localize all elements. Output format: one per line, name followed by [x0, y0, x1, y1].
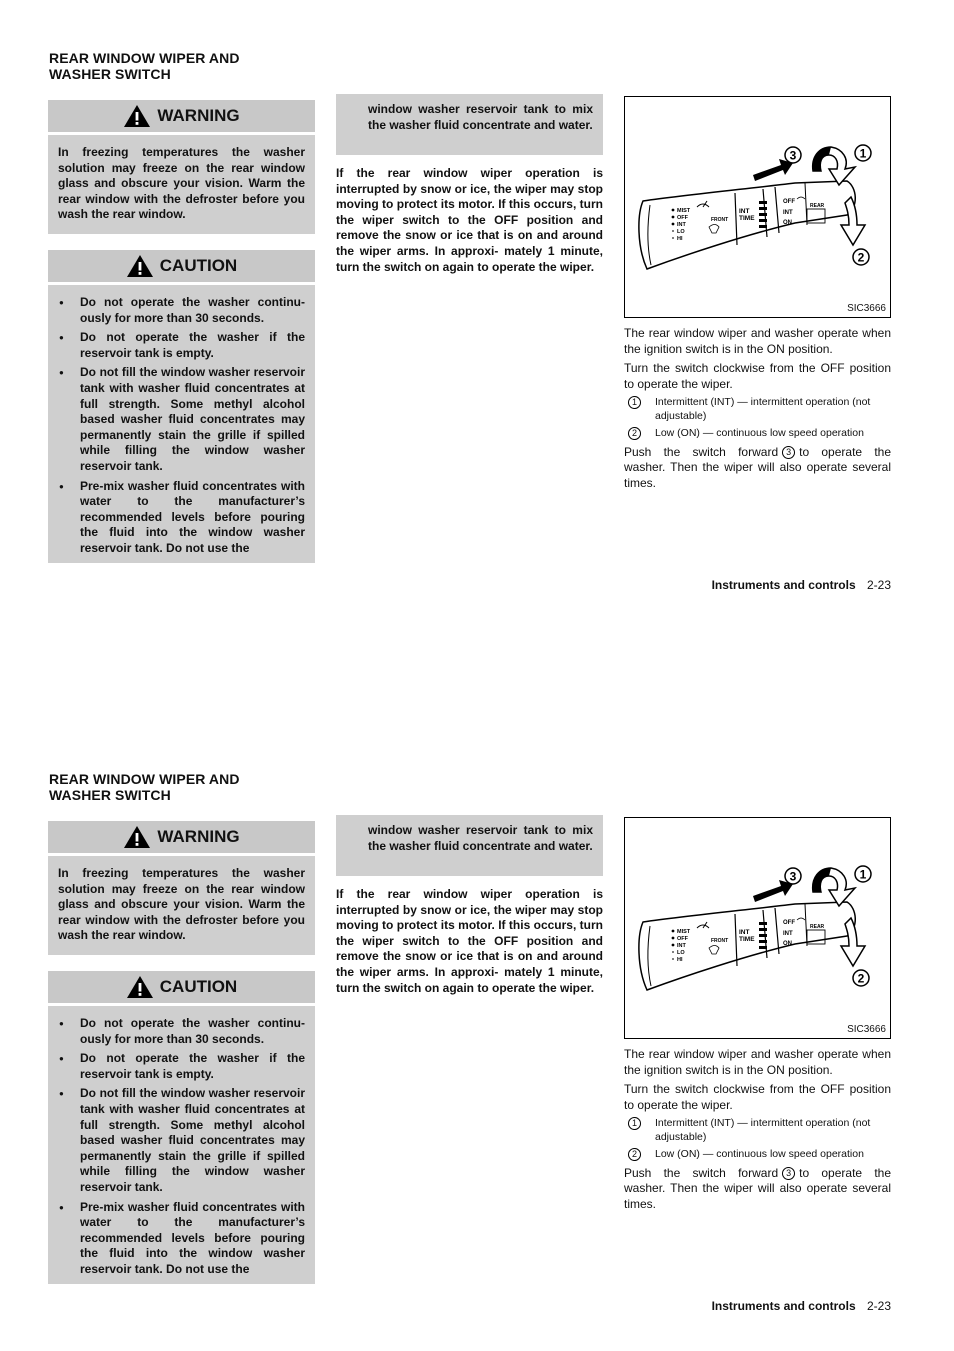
item-intermittent	[624, 396, 891, 423]
page-footer	[600, 1299, 891, 1313]
label-rear-int: INT	[783, 210, 793, 216]
label-mist: MIST	[677, 929, 691, 935]
page-number: 2-23	[866, 1299, 891, 1313]
item-text: Low (ON) — continuous low speed operation	[655, 427, 864, 440]
label-int-time-2: TIME	[739, 215, 755, 222]
warning-header	[48, 821, 315, 856]
warning-triangle-icon	[123, 825, 151, 849]
callout-1: 1	[859, 867, 867, 882]
description-p2: Turn the switch clockwise from the OFF position to operate the wiper.	[624, 1082, 891, 1112]
caution-header	[48, 971, 315, 1006]
description-p3	[624, 1166, 891, 1213]
push-forward-arrow	[753, 159, 793, 181]
warning-box	[48, 100, 315, 234]
label-front: FRONT	[711, 217, 729, 223]
label-rear-off: OFF	[783, 199, 795, 205]
warning-label: WARNING	[157, 827, 240, 846]
item-number: 1	[628, 1117, 641, 1130]
section-title: REAR WINDOW WIPER AND WASHER SWITCH	[49, 50, 240, 82]
description-p2: Turn the switch clockwise from the OFF position to operate the wiper.	[624, 361, 891, 391]
warning-text: In freezing temperatures the washer solution may freeze on the rear window glass and obscure your vision. Warm the rear window with the defroster before you wash the rear window.	[58, 866, 305, 943]
wiper-switch-illustration	[625, 818, 890, 1038]
caution-triangle-icon	[126, 254, 154, 278]
footer-title: Instruments and controls	[711, 578, 856, 592]
footer-title: Instruments and controls	[711, 1299, 856, 1313]
caution-item: ● Do not operate the washer continu- ously for more than 30 seconds.	[58, 295, 305, 326]
item-text: Intermittent (INT) — intermittent operation (not adjustable)	[655, 396, 871, 422]
label-int-time-1: INT	[739, 929, 750, 936]
page-footer	[600, 578, 891, 592]
caution-label: CAUTION	[159, 256, 238, 275]
description-p3	[624, 445, 891, 492]
push-forward-arrow	[753, 880, 793, 902]
caution-header	[48, 250, 315, 285]
caution-box	[48, 971, 315, 1284]
caution-continued: window washer reservoir tank to mix the washer fluid concentrate and water.	[336, 94, 603, 155]
label-hi: HI	[677, 236, 683, 242]
item-number: 2	[628, 1148, 641, 1161]
label-rear-int: INT	[783, 931, 793, 937]
snow-paragraph: If the rear window wiper operation is interrupted by snow or ice, the wiper may stop moving to protect its motor. If this occurs, turn the wiper switch to the OFF position and remove the snow or ice that is on and around the wiper arms. In approxi- mately 1 minute, turn the switch on again to operate the wiper.	[336, 887, 603, 995]
warning-header	[48, 100, 315, 135]
caution-body	[48, 1006, 315, 1290]
caution-item: ● Pre-mix washer fluid concentrates with water to the manufacturer’s recommended levels before pouring the fluid into the window washer reservoir tank. Do not use the	[58, 1200, 305, 1278]
figure-code: SIC3666	[847, 1024, 886, 1035]
label-lo: LO	[677, 950, 685, 956]
callout-1: 1	[859, 146, 867, 161]
callout-3: 3	[789, 869, 797, 884]
description-p3-b: to operate the washer. Then the wiper will also operate several times.	[624, 444, 892, 491]
label-rear: REAR	[810, 203, 825, 209]
caution-continued: window washer reservoir tank to mix the washer fluid concentrate and water.	[336, 815, 603, 876]
description	[624, 1047, 891, 1217]
caution-item: ● Do not operate the washer if the reservoir tank is empty.	[58, 1051, 305, 1082]
item-number: 2	[628, 427, 641, 440]
warning-box	[48, 821, 315, 955]
caution-body	[48, 285, 315, 569]
warning-label: WARNING	[157, 106, 240, 125]
label-rear-off: OFF	[783, 920, 795, 926]
label-off: OFF	[677, 215, 688, 221]
section-title: REAR WINDOW WIPER AND WASHER SWITCH	[49, 771, 240, 803]
item-text: Low (ON) — continuous low speed operation	[655, 1148, 864, 1161]
wiper-switch-figure	[624, 817, 891, 1039]
label-hi: HI	[677, 957, 683, 963]
description-p3-a: Push the switch forward	[624, 1165, 779, 1180]
label-front: FRONT	[711, 938, 729, 944]
description	[624, 326, 891, 496]
caution-list	[58, 1016, 305, 1278]
label-int-time-1: INT	[739, 208, 750, 215]
callout-2: 2	[857, 250, 865, 265]
label-rear: REAR	[810, 924, 825, 930]
page-number: 2-23	[866, 578, 891, 592]
caution-item: ● Do not fill the window washer reservoir tank with washer fluid concentrates at full strength. Some methyl alcohol based washer fluid concentrates may permanently stain the grille if spilled while filling the window washer reservoir tank.	[58, 365, 305, 474]
page-bottom	[0, 721, 954, 1351]
label-rear-on: ON	[783, 941, 792, 947]
caution-box	[48, 250, 315, 563]
description-p1: The rear window wiper and washer operate when the ignition switch is in the ON position.	[624, 1047, 891, 1077]
inline-number: 3	[782, 446, 795, 459]
item-text: Intermittent (INT) — intermittent operation (not adjustable)	[655, 1117, 871, 1143]
caution-label: CAUTION	[159, 977, 238, 996]
item-intermittent	[624, 1117, 891, 1144]
item-number: 1	[628, 396, 641, 409]
inline-number: 3	[782, 1167, 795, 1180]
item-low	[624, 427, 891, 441]
label-int: INT	[677, 222, 686, 228]
label-off: OFF	[677, 936, 688, 942]
description-p1: The rear window wiper and washer operate when the ignition switch is in the ON position.	[624, 326, 891, 356]
item-low	[624, 1148, 891, 1162]
snow-paragraph: If the rear window wiper operation is interrupted by snow or ice, the wiper may stop moving to protect its motor. If this occurs, turn the wiper switch to the OFF position and remove the snow or ice that is on and around the wiper arms. In approxi- mately 1 minute, turn the switch on again to operate the wiper.	[336, 166, 603, 274]
caution-item: ● Pre-mix washer fluid concentrates with water to the manufacturer’s recommended levels before pouring the fluid into the window washer reservoir tank. Do not use the	[58, 479, 305, 557]
description-p3-b: to operate the washer. Then the wiper will also operate several times.	[624, 1165, 892, 1212]
caution-triangle-icon	[126, 975, 154, 999]
label-rear-on: ON	[783, 220, 792, 226]
description-p3-a: Push the switch forward	[624, 444, 779, 459]
caution-item: ● Do not fill the window washer reservoir tank with washer fluid concentrates at full strength. Some methyl alcohol based washer fluid concentrates may permanently stain the grille if spilled while filling the window washer reservoir tank.	[58, 1086, 305, 1195]
warning-triangle-icon	[123, 104, 151, 128]
caution-list	[58, 295, 305, 557]
callout-2: 2	[857, 971, 865, 986]
wiper-switch-figure	[624, 96, 891, 318]
label-lo: LO	[677, 229, 685, 235]
caution-item: ● Do not operate the washer continu- ously for more than 30 seconds.	[58, 1016, 305, 1047]
label-int: INT	[677, 943, 686, 949]
callout-3: 3	[789, 148, 797, 163]
label-int-time-2: TIME	[739, 936, 755, 943]
label-mist: MIST	[677, 208, 691, 214]
wiper-switch-illustration	[625, 97, 890, 317]
caution-item: ● Do not operate the washer if the reservoir tank is empty.	[58, 330, 305, 361]
figure-code: SIC3666	[847, 303, 886, 314]
warning-text: In freezing temperatures the washer solution may freeze on the rear window glass and obscure your vision. Warm the rear window with the defroster before you wash the rear window.	[58, 145, 305, 222]
